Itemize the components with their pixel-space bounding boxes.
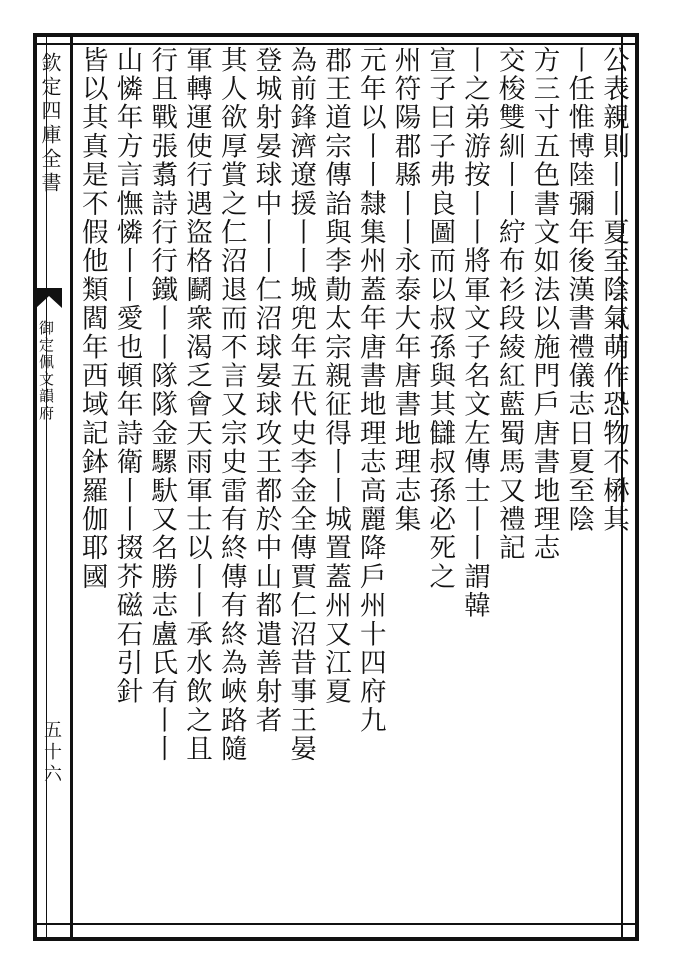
text-column: 州符陽郡縣丨丨永泰大年唐書地理志集 xyxy=(389,46,421,534)
text-column: 丨之弟游按丨丨將軍文子名文左傳士丨丨謂韓 xyxy=(459,46,490,620)
text-column: 行且戰張翥詩行行鐵丨丨隊隊金騾馱又名勝志盧氏有丨丨 xyxy=(146,46,178,764)
top-double-rule xyxy=(33,43,635,45)
text-column: 其人欲厚賞之仁沼退而不言又宗史雷有終傳有終為峽路隨 xyxy=(215,46,247,764)
text-column: 元年以丨丨隸集州蓋年唐書地理志高麗降戶州十四府九 xyxy=(354,46,386,735)
text-column: 公表親則丨丨夏至陰氣萌作恐物不楙其 xyxy=(598,46,629,534)
text-column: 宣子曰子弗良圖而以叔孫與其讎叔孫必死之 xyxy=(424,46,456,592)
text-column: 皆以其真是不假他類閻年西域記鉢羅伽耶國 xyxy=(76,46,108,592)
margin-column-divider xyxy=(70,33,73,937)
text-column: 軍轉運使行遇盜格鬬衆渴乏會天雨軍士以丨丨承水飲之且 xyxy=(181,46,212,764)
volume-title: 御定佩文韻府 xyxy=(37,320,55,422)
book-title: 欽定四庫全書 xyxy=(38,52,62,196)
page-number: 五十六 xyxy=(41,720,62,786)
text-column: 郡王道宗傳詒與李勣太宗親征得丨丨城置蓋州又江夏 xyxy=(320,46,351,707)
text-column: 方三寸五色書文如法以施門戶唐書地理志 xyxy=(528,46,560,563)
text-column: 交梭雙紃丨丨紵布衫段綾紅藍蜀馬又禮記 xyxy=(493,46,525,563)
text-column: 登城射晏球中丨丨仁沼球晏球攻王都於中山都遣善射者 xyxy=(250,46,282,735)
text-column: 山憐年方言憮憐丨丨愛也頓年詩衛丨丨掇芥磁石引針 xyxy=(111,46,143,707)
text-columns xyxy=(76,46,632,926)
text-column: 為前鋒濟遼援丨丨城兜年五代史李金全傳賈仁沼昔事王晏 xyxy=(285,46,317,764)
fish-tail-mark-icon xyxy=(36,288,62,308)
text-column: 丨任惟博陸彌年後漢書禮儀志日夏至陰 xyxy=(563,46,595,534)
